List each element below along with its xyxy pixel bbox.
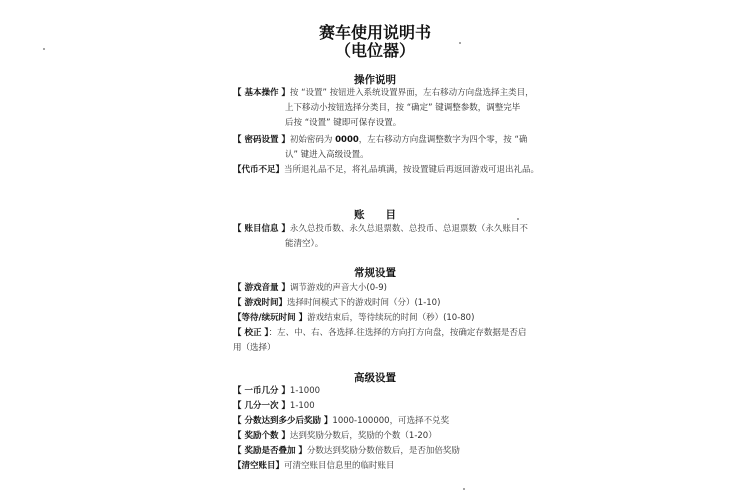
advanced-key: 【 一币几分 】 bbox=[233, 386, 290, 396]
volume-line bbox=[233, 281, 387, 296]
coin-shortage-line bbox=[233, 163, 539, 178]
section-heading-advanced: 高级设置 bbox=[354, 372, 396, 384]
calibration-key: 【 校正 】 bbox=[233, 328, 269, 338]
scan-speck bbox=[463, 488, 465, 490]
wait-time-line bbox=[233, 311, 474, 326]
volume-key: 【 游戏音量 】 bbox=[233, 283, 290, 293]
account-info-line-1 bbox=[233, 222, 528, 237]
advanced-value: 1-1000 bbox=[289, 386, 321, 396]
basic-operation-text: 按 “设置” 按钮进入系统设置界面，左右移动方向盘选择主类目， bbox=[289, 88, 534, 98]
account-info-line-2: 能清空）。 bbox=[285, 239, 324, 249]
game-time-key: 【 游戏时间】 bbox=[233, 298, 287, 308]
wait-time-key: 【等待/续玩时间 】 bbox=[233, 313, 308, 323]
advanced-row bbox=[233, 399, 315, 414]
advanced-key: 【 奖励是否叠加 】 bbox=[233, 446, 307, 456]
advanced-row bbox=[233, 384, 320, 399]
basic-operation-line-1 bbox=[233, 86, 534, 101]
game-time-line bbox=[233, 296, 440, 311]
password-line-1 bbox=[233, 133, 527, 148]
basic-operation-line-3: 后按 “设置” 键即可保存设置。 bbox=[285, 118, 402, 128]
account-info-text: 永久总投币数、永久总退票数、总投币、总退票数（永久账目不 bbox=[289, 224, 528, 234]
advanced-row bbox=[233, 429, 437, 444]
advanced-key: 【清空账目】 bbox=[233, 461, 285, 471]
section-heading-operation: 操作说明 bbox=[354, 74, 396, 86]
document-subtitle: （电位器） bbox=[334, 41, 415, 60]
calibration-line-2: 用（选择） bbox=[233, 343, 276, 353]
password-text-c: ，左右移动方向盘调整数字为四个零，按 “确 bbox=[358, 135, 528, 145]
coin-shortage-text: 当所退礼品不足，将礼品填满，按设置键后再返回游戏可退出礼品。 bbox=[284, 165, 540, 175]
advanced-row bbox=[233, 444, 460, 459]
advanced-value: 1000-100000，可选择不兑奖 bbox=[332, 416, 450, 426]
calibration-line-1 bbox=[233, 326, 526, 341]
advanced-key: 【 几分一次 】 bbox=[233, 401, 290, 411]
advanced-value: 达到奖励分数后，奖励的个数（1-20） bbox=[289, 431, 437, 441]
calibration-text: ：左、中、右、各选择.往选择的方向打方向盘，按确定存数据是否启 bbox=[268, 328, 527, 338]
account-info-key: 【 账目信息 】 bbox=[233, 224, 290, 234]
advanced-key: 【 奖励个数 】 bbox=[233, 431, 290, 441]
password-text-a: 初始密码为 bbox=[289, 135, 336, 145]
advanced-value: 1-100 bbox=[289, 401, 315, 411]
section-heading-account: 账 目 bbox=[354, 209, 396, 221]
password-key: 【 密码设置 】 bbox=[233, 135, 290, 145]
advanced-row bbox=[233, 414, 449, 429]
volume-text: 调节游戏的声音大小(0-9) bbox=[289, 283, 387, 293]
password-line-2: 认” 键进入高级设置。 bbox=[285, 150, 369, 160]
basic-operation-key: 【 基本操作 】 bbox=[233, 88, 290, 98]
game-time-text: 选择时间模式下的游戏时间（分）(1-10) bbox=[286, 298, 441, 308]
wait-time-text: 游戏结束后，等待续玩的时间（秒）(10-80) bbox=[307, 313, 475, 323]
advanced-row bbox=[233, 459, 395, 474]
advanced-value: 可清空账目信息里的临时账目 bbox=[284, 461, 395, 471]
document-title: 赛车使用说明书 bbox=[318, 23, 431, 42]
section-heading-general: 常规设置 bbox=[354, 267, 396, 279]
password-default: 0000 bbox=[335, 135, 359, 145]
advanced-key: 【 分数达到多少后奖励 】 bbox=[233, 416, 333, 426]
basic-operation-line-2: 上下移动小按钮选择分类目，按 “确定” 键调整参数，调整完毕 bbox=[285, 103, 521, 113]
advanced-value: 分数达到奖励分数倍数后，是否加倍奖励 bbox=[306, 446, 460, 456]
coin-shortage-key: 【代币不足】 bbox=[233, 165, 285, 175]
